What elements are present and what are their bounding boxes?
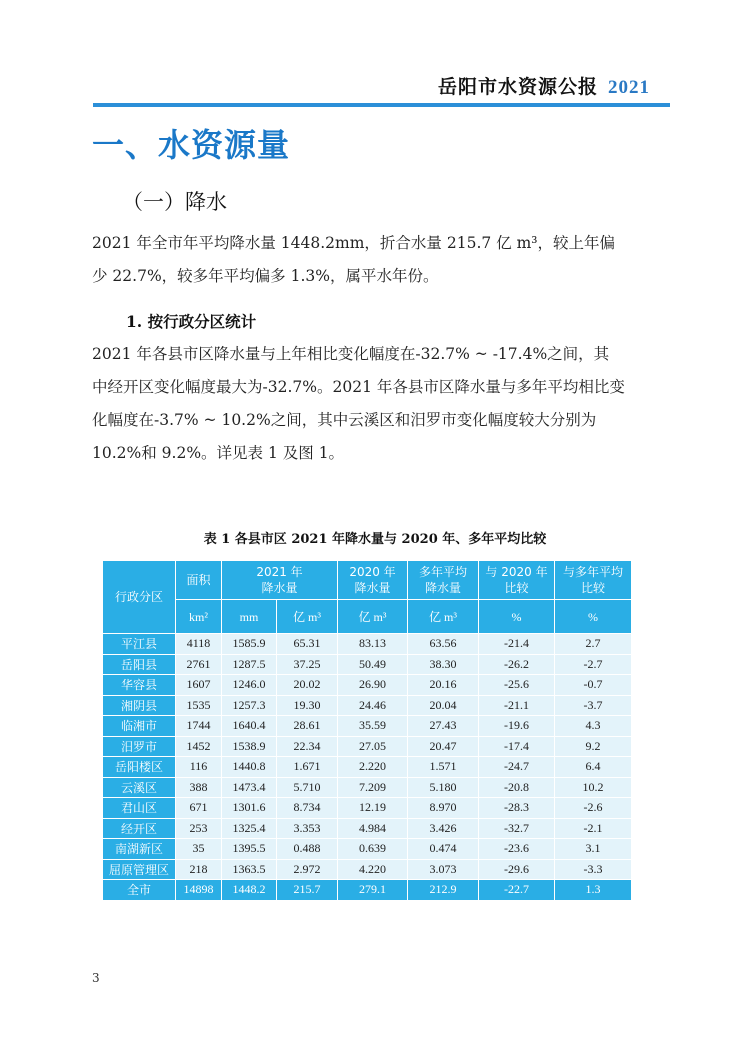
table-cell: -21.4 (479, 634, 555, 655)
paragraph-line: 2021 年全市年平均降水量 1448.2mm，折合水量 215.7 亿 m³，较上年偏 (92, 234, 615, 252)
table-cell: 2.220 (338, 757, 408, 778)
table-cell: 19.30 (277, 695, 338, 716)
region-name-cell: 平江县 (103, 634, 176, 655)
paragraph-line: 2021 年各县市区降水量与上年相比变化幅度在-32.7% ~ -17.4%之间，其 (92, 345, 610, 363)
table-cell: 14898 (176, 880, 222, 901)
table-cell: 1246.0 (222, 675, 277, 696)
table-row (103, 818, 632, 839)
table-row (103, 736, 632, 757)
table-cell: 1363.5 (222, 859, 277, 880)
table-cell: -29.6 (479, 859, 555, 880)
report-header-title: 岳阳市水资源公报 2021 (437, 76, 650, 98)
table-row (103, 716, 632, 737)
table-cell: 1.671 (277, 757, 338, 778)
table-cell: 3.426 (408, 818, 479, 839)
table-cell: 4118 (176, 634, 222, 655)
table-cell: 28.61 (277, 716, 338, 737)
table-cell: -23.6 (479, 839, 555, 860)
table-row (103, 777, 632, 798)
table-cell: 0.488 (277, 839, 338, 860)
table-cell: 9.2 (555, 736, 632, 757)
region-name-cell: 全市 (103, 880, 176, 901)
region-name-cell: 华容县 (103, 675, 176, 696)
table-cell: -24.7 (479, 757, 555, 778)
region-name-cell: 南湖新区 (103, 839, 176, 860)
table-cell: 1.3 (555, 880, 632, 901)
table-cell: 1640.4 (222, 716, 277, 737)
unit-cell: mm (222, 600, 277, 634)
table-cell: 5.710 (277, 777, 338, 798)
table-cell: 1452 (176, 736, 222, 757)
table-cell: -0.7 (555, 675, 632, 696)
table-cell: -17.4 (479, 736, 555, 757)
paragraph-line: 少 22.7%，较多年平均偏多 1.3%，属平水年份。 (92, 267, 439, 285)
table-total-row (103, 880, 632, 901)
table-cell: 4.984 (338, 818, 408, 839)
table-cell: 1744 (176, 716, 222, 737)
table-cell: 83.13 (338, 634, 408, 655)
table-cell: 218 (176, 859, 222, 880)
table-cell: 35.59 (338, 716, 408, 737)
header-compare-avg: 与多年平均 比较 (555, 561, 632, 600)
table-cell: -22.7 (479, 880, 555, 901)
table-cell: 1.571 (408, 757, 479, 778)
table-cell: 1585.9 (222, 634, 277, 655)
header-area: 面积 (176, 561, 222, 600)
table-cell: 1448.2 (222, 880, 277, 901)
region-name-cell: 湘阴县 (103, 695, 176, 716)
unit-cell: % (479, 600, 555, 634)
paragraph-line: 中经开区变化幅度最大为-32.7%。2021 年各县市区降水量与多年平均相比变 (92, 378, 625, 396)
table-cell: -2.6 (555, 798, 632, 819)
region-name-cell: 岳阳县 (103, 654, 176, 675)
region-name-cell: 经开区 (103, 818, 176, 839)
table-row (103, 798, 632, 819)
table-cell: -28.3 (479, 798, 555, 819)
table-cell: -19.6 (479, 716, 555, 737)
page-number: 3 (92, 971, 100, 985)
table-cell: 253 (176, 818, 222, 839)
table-cell: 1473.4 (222, 777, 277, 798)
table-cell: -21.1 (479, 695, 555, 716)
region-name-cell: 汨罗市 (103, 736, 176, 757)
header-avg-precip: 多年平均 降水量 (408, 561, 479, 600)
table-cell: 24.46 (338, 695, 408, 716)
table-cell: 65.31 (277, 634, 338, 655)
region-name-cell: 临湘市 (103, 716, 176, 737)
table-cell: 0.474 (408, 839, 479, 860)
table-cell: 1325.4 (222, 818, 277, 839)
table-cell: 27.05 (338, 736, 408, 757)
table-cell: -3.7 (555, 695, 632, 716)
table-cell: 212.9 (408, 880, 479, 901)
table-cell: 279.1 (338, 880, 408, 901)
table-cell: 20.04 (408, 695, 479, 716)
header-region: 行政分区 (103, 561, 176, 634)
header-2020-precip: 2020 年 降水量 (338, 561, 408, 600)
table-cell: 3.353 (277, 818, 338, 839)
table-cell: 0.639 (338, 839, 408, 860)
table-cell: 38.30 (408, 654, 479, 675)
table-cell: 1257.3 (222, 695, 277, 716)
table-cell: 3.1 (555, 839, 632, 860)
table-cell: 4.3 (555, 716, 632, 737)
table-cell: 6.4 (555, 757, 632, 778)
unit-cell: % (555, 600, 632, 634)
table-cell: -25.6 (479, 675, 555, 696)
table-cell: 2.7 (555, 634, 632, 655)
region-name-cell: 屈原管理区 (103, 859, 176, 880)
table-cell: -32.7 (479, 818, 555, 839)
table-cell: 4.220 (338, 859, 408, 880)
table-row (103, 675, 632, 696)
table-cell: 22.34 (277, 736, 338, 757)
table-cell: 215.7 (277, 880, 338, 901)
table-cell: 10.2 (555, 777, 632, 798)
region-name-cell: 云溪区 (103, 777, 176, 798)
table-cell: 5.180 (408, 777, 479, 798)
table-row (103, 839, 632, 860)
table-cell: 1535 (176, 695, 222, 716)
table-cell: 12.19 (338, 798, 408, 819)
table-cell: 3.073 (408, 859, 479, 880)
table-cell: -20.8 (479, 777, 555, 798)
header-divider (93, 103, 670, 107)
table-cell: 20.47 (408, 736, 479, 757)
table-row (103, 757, 632, 778)
table-cell: 27.43 (408, 716, 479, 737)
subsection-heading: 1. 按行政分区统计 (126, 312, 257, 331)
precipitation-table (102, 560, 632, 901)
table-cell: 388 (176, 777, 222, 798)
paragraph-line: 10.2%和 9.2%。详见表 1 及图 1。 (92, 444, 345, 462)
table-cell: 1301.6 (222, 798, 277, 819)
table-row (103, 654, 632, 675)
header-compare-2020: 与 2020 年 比较 (479, 561, 555, 600)
table-cell: 35 (176, 839, 222, 860)
table-cell: -2.7 (555, 654, 632, 675)
table-cell: 1538.9 (222, 736, 277, 757)
table-cell: 2761 (176, 654, 222, 675)
table-cell: 20.16 (408, 675, 479, 696)
table-cell: 671 (176, 798, 222, 819)
table-cell: 20.02 (277, 675, 338, 696)
section-heading: （一）降水 (122, 190, 227, 214)
paragraph-district-stats (92, 338, 672, 470)
table-cell: 1440.8 (222, 757, 277, 778)
table-cell: 1287.5 (222, 654, 277, 675)
table-cell: 116 (176, 757, 222, 778)
table-cell: 8.734 (277, 798, 338, 819)
unit-cell: km² (176, 600, 222, 634)
paragraph-line: 化幅度在-3.7% ~ 10.2%之间，其中云溪区和汨罗市变化幅度较大分别为 (92, 411, 597, 429)
paragraph-precipitation-summary (92, 227, 672, 293)
table-row (103, 634, 632, 655)
table-cell: -3.3 (555, 859, 632, 880)
report-header-year: 2021 (608, 77, 650, 98)
table-cell: 37.25 (277, 654, 338, 675)
table-cell: 26.90 (338, 675, 408, 696)
table-cell: 8.970 (408, 798, 479, 819)
table-cell: 7.209 (338, 777, 408, 798)
unit-cell: 亿 m³ (277, 600, 338, 634)
region-name-cell: 岳阳楼区 (103, 757, 176, 778)
unit-cell: 亿 m³ (408, 600, 479, 634)
table-cell: 1395.5 (222, 839, 277, 860)
table-cell: -26.2 (479, 654, 555, 675)
table-cell: 50.49 (338, 654, 408, 675)
table-cell: 63.56 (408, 634, 479, 655)
unit-cell: 亿 m³ (338, 600, 408, 634)
table-row (103, 859, 632, 880)
region-name-cell: 君山区 (103, 798, 176, 819)
table-row (103, 695, 632, 716)
table-cell: 1607 (176, 675, 222, 696)
table-cell: -2.1 (555, 818, 632, 839)
table-cell: 2.972 (277, 859, 338, 880)
header-2021-precip: 2021 年 降水量 (222, 561, 338, 600)
chapter-heading: 一、水资源量 (92, 126, 291, 164)
table-caption: 表 1 各县市区 2021 年降水量与 2020 年、多年平均比较 (203, 532, 547, 547)
